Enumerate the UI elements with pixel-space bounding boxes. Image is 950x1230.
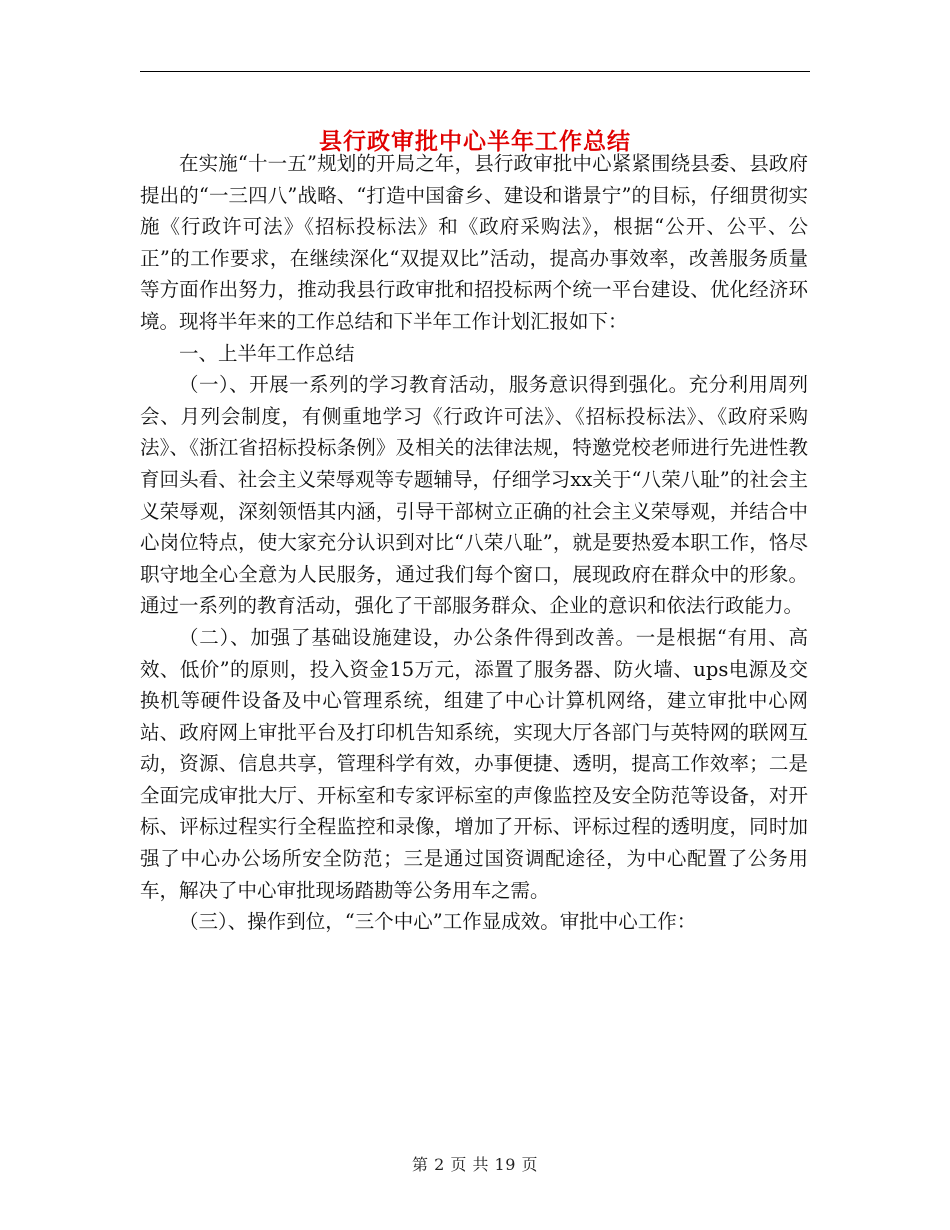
section-heading-1: 一、上半年工作总结: [179, 341, 355, 365]
header-rule: [140, 71, 810, 72]
paragraph-section-1-2: （二）、加强了基础设施建设，办公条件得到改善。一是根据“有用、高效、低价”的原则，投入资金15万元，添置了服务器、防火墙、ups电源及交换机等硬件设备及中心管理系统，组建了中心计算机网络，建立审批中心网站、政府网上审批平台及打印机告知系统，实现大厅各部门与英特网的联网互动，资源、信息共享，管理科学有效，办事便捷、透明，提高工作效率；二是全面完成审批大厅、开标室和专家评标室的声像监控及安全防范等设备，对开标、评标过程实行全程监控和录像，增加了开标、评标过程的透明度，同时加强了中心办公场所安全防范；三是通过国资调配途径，为中心配置了公务用车，解决了中心审批现场踏勘等公务用车之需。: [140, 625, 808, 902]
paragraph-section-1-3: （三）、操作到位，“三个中心”工作显成效。审批中心工作：: [179, 910, 697, 934]
document-title: 县行政审批中心半年工作总结: [319, 128, 631, 156]
document-body: [140, 148, 808, 938]
page-number: 第 2 页 共 19 页: [412, 1155, 538, 1174]
paragraph-section-1-1: （一）、开展一系列的学习教育活动，服务意识得到强化。充分利用周列会、月列会制度，有侧重地学习《行政许可法》、《招标投标法》、《政府采购法》、《浙江省招标投标条例》及相关的法律法规，特邀党校老师进行先进性教育回头看、社会主义荣辱观等专题辅导，仔细学习xx关于“八荣八耻”的社会主义荣辱观，深刻领悟其内涵，引导干部树立正确的社会主义荣辱观，并结合中心岗位特点，使大家充分认识到对比“八荣八耻”，就是要热爱本职工作，恪尽职守地全心全意为人民服务，通过我们每个窗口，展现政府在群众中的形象。通过一系列的教育活动，强化了干部服务群众、企业的意识和依法行政能力。: [140, 373, 808, 618]
paragraph-intro: 在实施“十一五”规划的开局之年，县行政审批中心紧紧围绕县委、县政府提出的“一三四八”战略、“打造中国畲乡、建设和谐景宁”的目标，仔细贯彻实施《行政许可法》《招标投标法》和《政府采购法》，根据“公开、公平、公正”的工作要求，在继续深化“双提双比”活动，提高办事效率，改善服务质量等方面作出努力，推动我县行政审批和招投标两个统一平台建设、优化经济环境。现将半年来的工作总结和下半年工作计划汇报如下：: [140, 152, 808, 333]
